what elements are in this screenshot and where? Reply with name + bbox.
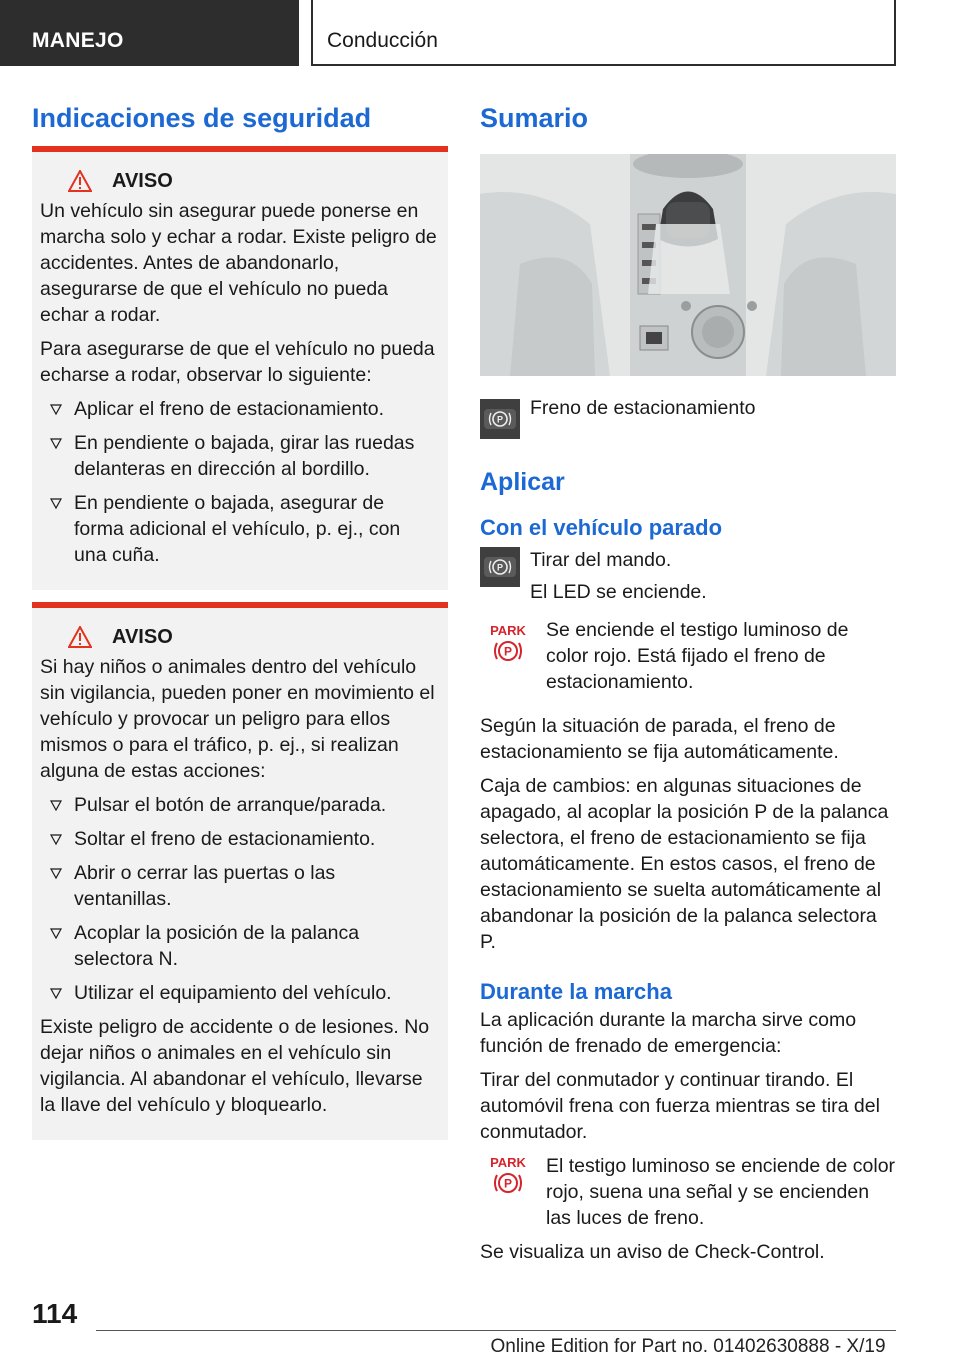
indicator-text: Se enciende el testigo luminoso de color rojo. Está fijado el freno de estacionamiento. (546, 619, 849, 693)
indicator-text: El testigo luminoso se enciende de color rojo, suena una señal y se encienden las luces de freno. (546, 1155, 896, 1229)
warning-triangle-icon (68, 170, 92, 192)
warning-triangle-icon (68, 626, 92, 648)
list-item: Utilizar el equipamiento del vehículo. (40, 980, 438, 1006)
figure-caption: Freno de estacionamiento (530, 397, 756, 419)
center-console-photo (480, 154, 896, 376)
summary-heading: Sumario (480, 103, 589, 133)
bullet-triangle-icon (50, 868, 62, 880)
bullet-triangle-icon (50, 404, 62, 416)
warning-title-1 (40, 168, 438, 194)
warning-box-1 (32, 146, 448, 590)
edition-note: Online Edition for Part no. 01402630888 - X/19 (490, 1336, 886, 1357)
park-indicator-row-1 (480, 621, 896, 695)
body-text: Tirar del conmutador y continuar tirando. El automóvil frena con fuerza mientras se tira del conmutador. (480, 1069, 880, 1143)
warning-text: Si hay niños o animales dentro del vehículo sin vigilancia, pueden poner en movimiento el vehículo y provocar un peligro para ellos mismos o para el tráfico, p. ej., si realizan alguna de estas acciones: (40, 656, 435, 782)
bullet-triangle-icon (50, 988, 62, 1000)
warning-list-2 (40, 792, 438, 1006)
bullet-triangle-icon (50, 834, 62, 846)
svg-text:P: P (503, 644, 513, 659)
warning-text: Para asegurarse de que el vehículo no pueda echarse a rodar, observar lo siguiente: (40, 338, 435, 386)
section-tab: MANEJO (0, 0, 299, 66)
warning-title-2 (40, 624, 438, 650)
warning-box-2 (32, 602, 448, 1140)
list-item: Pulsar el botón de arranque/parada. (40, 792, 438, 818)
page-number: 114 (32, 1298, 78, 1329)
parking-brake-button-icon (480, 547, 520, 587)
chapter-title: Conducción (311, 0, 896, 66)
list-item: Aplicar el freno de estacionamiento. (40, 396, 438, 422)
bullet-triangle-icon (50, 438, 62, 450)
bullet-triangle-icon (50, 800, 62, 812)
list-item: Abrir o cerrar las puertas o las ventanillas. (40, 860, 438, 912)
right-column (480, 100, 896, 1265)
footer-divider (96, 1330, 896, 1331)
list-item: Soltar el freno de estacionamiento. (40, 826, 438, 852)
body-text: La aplicación durante la marcha sirve como función de frenado de emergencia: (480, 1009, 857, 1057)
park-indicator-row-2 (480, 1153, 896, 1231)
caption-row (480, 399, 896, 439)
warning-label: AVISO (112, 170, 173, 192)
svg-text:P: P (503, 1176, 513, 1191)
warning-list-1 (40, 396, 438, 568)
left-column (32, 100, 448, 1140)
body-text: Se visualiza un aviso de Check-Control. (480, 1241, 825, 1263)
park-label: PARK (490, 623, 526, 638)
bullet-triangle-icon (50, 498, 62, 510)
body-text: Caja de cambios: en algunas situaciones de apagado, al acoplar la posición P de la palanca selectora, el freno de estacionamiento se fija automáticamente. En estos casos, el freno de estacionamiento se suelta automáticamente al abandonar la posición de la palanca selectora P. (480, 775, 889, 953)
list-item: En pendiente o bajada, girar las ruedas delanteras en dirección al bordillo. (40, 430, 438, 482)
body-text: Según la situación de parada, el freno de estacionamiento se fija automáticamente. (480, 715, 839, 763)
bullet-triangle-icon (50, 928, 62, 940)
park-indicator-icon (480, 621, 536, 665)
instruction-text: El LED se enciende. (530, 581, 707, 603)
safety-heading: Indicaciones de seguridad (32, 103, 372, 133)
park-label: PARK (490, 1155, 526, 1170)
svg-text:P: P (496, 414, 504, 425)
stationary-row (480, 547, 896, 605)
parking-brake-button-icon (480, 399, 520, 439)
svg-text:P: P (496, 562, 504, 573)
apply-heading: Aplicar (480, 468, 565, 496)
driving-heading: Durante la marcha (480, 979, 672, 1004)
list-item: En pendiente o bajada, asegurar de forma adicional el vehículo, p. ej., con una cuña. (40, 490, 438, 568)
stationary-heading: Con el vehículo parado (480, 515, 723, 540)
warning-label: AVISO (112, 626, 173, 648)
warning-text: Un vehículo sin asegurar puede ponerse en marcha solo y echar a rodar. Existe peligro de accidentes. Antes de abandonarlo, asegurarse de que el vehículo no pueda echar a rodar. (40, 200, 437, 326)
instruction-text: Tirar del mando. (530, 549, 672, 571)
park-indicator-icon (480, 1153, 536, 1205)
warning-text: Existe peligro de accidente o de lesiones. No dejar niños o animales en el vehículo sin vigilancia. Al abandonar el vehículo, llevarse la llave del vehículo y bloquearlo. (40, 1016, 430, 1116)
list-item: Acoplar la posición de la palanca selectora N. (40, 920, 438, 972)
